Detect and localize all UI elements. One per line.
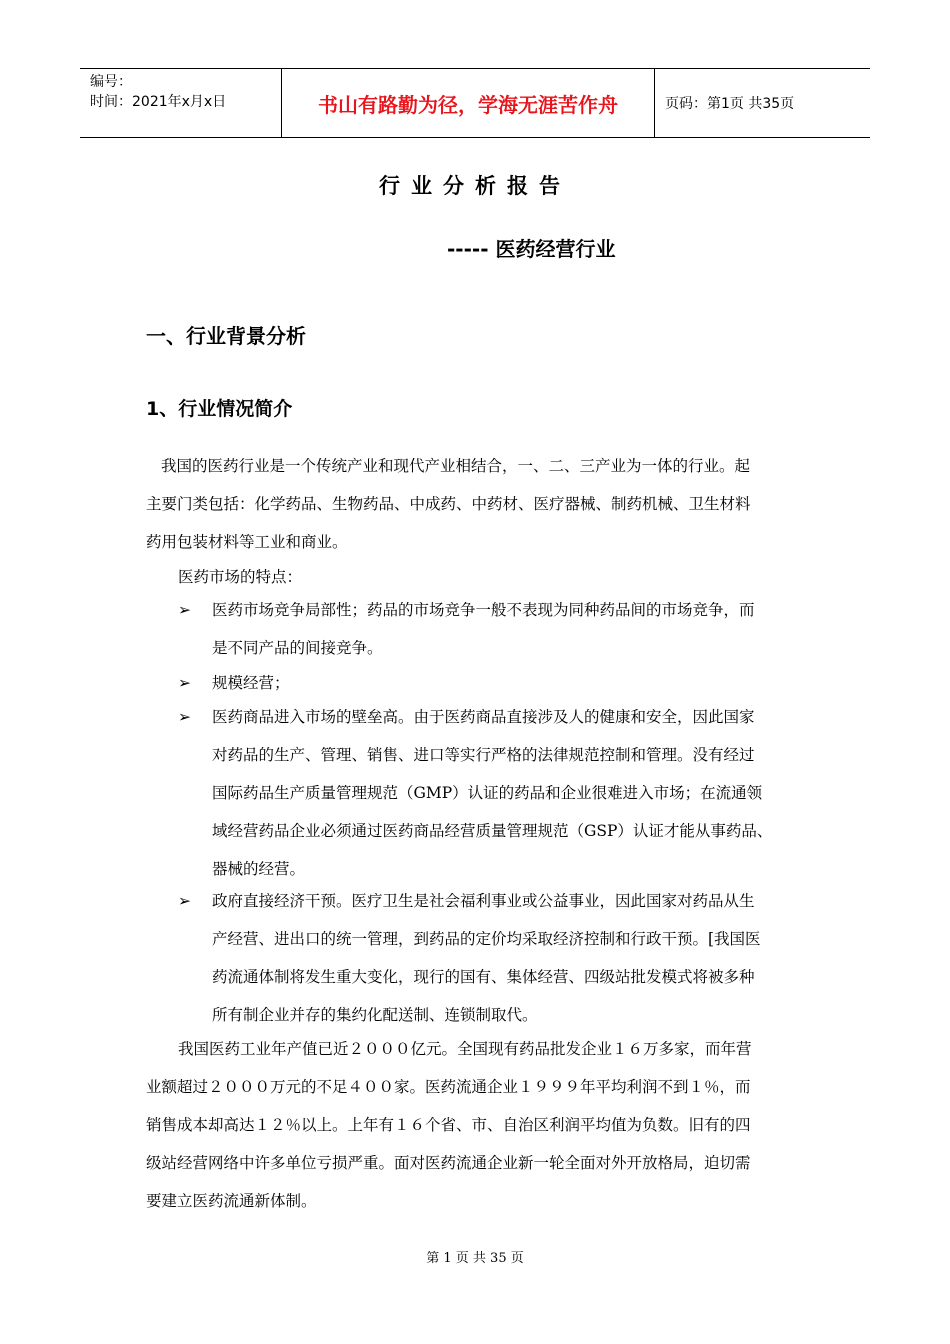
page-footer: 第 1 页 共 35 页	[426, 1251, 524, 1266]
paragraph-line: 级站经营网络中许多单位亏损严重。面对医药流通企业新一轮全面对外开放格局，迫切需	[146, 1154, 751, 1172]
section-heading: 一、行业背景分析	[146, 324, 306, 348]
paragraph-line: 我国医药工业年产值已近２０００亿元。全国现有药品批发企业１６万多家，而年营	[178, 1040, 752, 1058]
header-page-info: 页码：第1页 共35页	[665, 96, 795, 112]
list-item-line: 政府直接经济干预。医疗卫生是社会福利事业或公益事业，因此国家对药品从生	[212, 892, 755, 910]
list-item-line: 医药商品进入市场的壁垒高。由于医药商品直接涉及人的健康和安全，因此国家	[212, 708, 755, 726]
paragraph-line: 要建立医药流通新体制。	[146, 1192, 317, 1210]
number-label: 编号：	[90, 74, 132, 90]
list-item-line: 对药品的生产、管理、销售、进口等实行严格的法律规范控制和管理。没有经过	[212, 746, 755, 764]
list-item-line: 产经营、进出口的统一管理，到药品的定价均采取经济控制和行政干预。[我国医	[212, 930, 761, 948]
paragraph-line: 医药市场的特点：	[178, 568, 303, 586]
paragraph-line: 主要门类包括：化学药品、生物药品、中成药、中药材、医疗器械、制药机械、卫生材料	[146, 495, 751, 513]
closing-paragraph	[146, 1030, 816, 1220]
document-header	[80, 68, 870, 138]
paragraph-line: 销售成本却高达１２％以上。上年有１６个省、市、自治区利润平均值为负数。旧有的四	[146, 1116, 751, 1134]
paragraph-line: 我国的医药行业是一个传统产业和现代产业相结合，一、二、三产业为一体的行业。起	[161, 457, 751, 475]
header-meta	[80, 69, 281, 137]
bullet-arrow-icon: ➢	[178, 601, 191, 619]
subsection-heading: 1、行业情况简介	[146, 398, 293, 420]
time-label: 时间：2021年x月x日	[90, 94, 227, 110]
list-item-line: 国际药品生产质量管理规范（GMP）认证的药品和企业很难进入市场；在流通领	[212, 784, 763, 802]
list-item-line: 器械的经营。	[212, 860, 306, 878]
bullet-arrow-icon: ➢	[178, 892, 191, 910]
list-item-line: 药流通体制将发生重大变化，现行的国有、集体经营、四级站批发模式将被多种	[212, 968, 755, 986]
list-item-line: 域经营药品企业必须通过医药商品经营质量管理规范（GSP）认证才能从事药品、	[212, 822, 773, 840]
paragraph-line: 业额超过２０００万元的不足４００家。医药流通企业１９９９年平均利润不到１％，而	[146, 1078, 751, 1096]
header-motto: 书山有路勤为径，学海无涯苦作舟	[281, 69, 655, 137]
document-title: 行业分析报告	[379, 174, 571, 198]
list-item-line: 是不同产品的间接竞争。	[212, 639, 383, 657]
intro-paragraph	[146, 447, 816, 561]
document-subtitle: ----- 医药经营行业	[447, 237, 616, 261]
list-item-line: 所有制企业并存的集约化配送制、连锁制取代。	[212, 1006, 538, 1024]
list-item-line: 规模经营；	[212, 674, 290, 692]
list-item-line: 医药市场竞争局部性；药品的市场竞争一般不表现为同种药品间的市场竞争，而	[212, 601, 755, 619]
bullet-arrow-icon: ➢	[178, 674, 191, 692]
paragraph-line: 药用包装材料等工业和商业。	[146, 533, 348, 551]
bullet-arrow-icon: ➢	[178, 708, 191, 726]
